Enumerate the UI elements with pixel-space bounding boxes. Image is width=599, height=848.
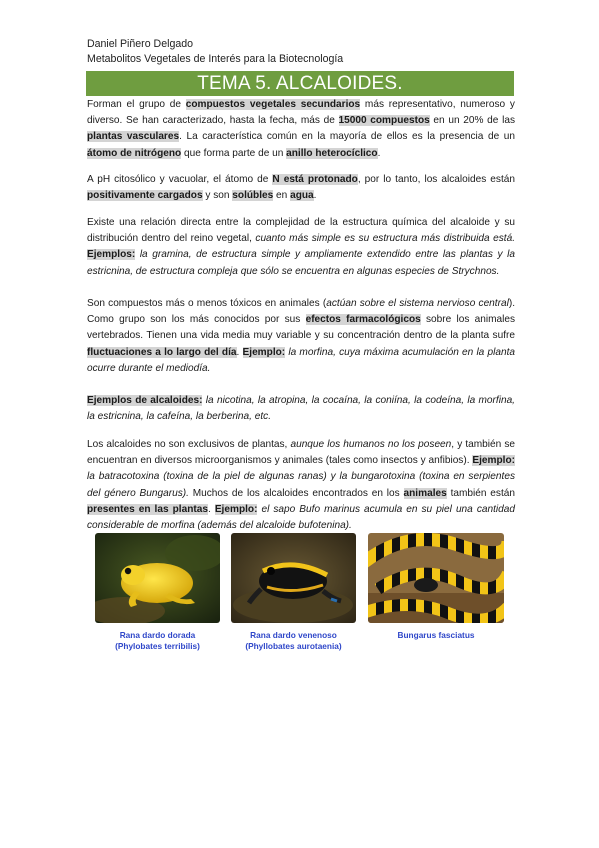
dart-frog-photo: [231, 533, 356, 623]
paragraph-structure: Existe una relación directa entre la complejidad de la estructura química del alcaloide y su distribución dentro del reino vegetal, cuanto más simple es su estructura más distribuida está. Ejemplos: la gramina, de estructura simple y ampliamente extendido entre las plantas y la estricnina, de estructura compleja que sólo se encuentra en algunas especies de Strychnos.: [87, 217, 515, 277]
paragraph-toxicity: Son compuestos más o menos tóxicos en animales (actúan sobre el sistema nervioso central). Como grupo son los más conocidos por sus efectos farmacológicos sobre los animales vertebrados. Tienen una vida media muy variable y su concentración dentro de la planta sufre fluctuaciones a lo largo del día. Ejemplo: la morfina, cuya máxima acumulación en la planta ocurre durante el mediodía.: [87, 298, 516, 374]
header-author: Daniel Piñero Delgado: [87, 38, 194, 50]
paragraph-ph: A pH citosólico y vacuolar, el átomo de N está protonado, por lo tanto, los alcaloides están positivamente cargados y son solúbles en agua.: [87, 174, 515, 202]
caption-dart-frog: Rana dardo venenoso (Phyllobates aurotaenia): [245, 630, 342, 651]
paragraph-examples: Ejemplos de alcaloides: la nicotina, la atropina, la cocaína, la coniína, la codeína, la morfina, la estricnina, la cafeína, la berberina, etc.: [87, 395, 515, 423]
krait-snake-photo: [368, 533, 504, 623]
caption-golden-frog: Rana dardo dorada (Phylobates terribilis): [115, 630, 200, 651]
page-title: TEMA 5. ALCALOIDES.: [86, 71, 514, 96]
header-subject: Metabolitos Vegetales de Interés para la Biotecnología: [87, 53, 344, 65]
paragraph-definition: Forman el grupo de compuestos vegetales secundarios más representativo, numeroso y diverso. Se han caracterizado, hasta la fecha, más de 15000 compuestos en un 20% de las plantas vasculares. La característica común en la mayoría de ellos es la presencia de un átomo de nitrógeno que forma parte de un anillo heterocíclico.: [87, 99, 515, 159]
golden-frog-photo: [95, 533, 220, 623]
paragraph-animals: Los alcaloides no son exclusivos de plantas, aunque los humanos no los poseen, y también se encuentran en diversos microorganismos y animales (tales como insectos y anfibios). Ejemplo: la batracotoxina (toxina de la piel de algunas ranas) y la bungarotoxina (toxina en serpientes del género Bungarus). Muchos de los alcaloides encontrados en los animales también están presentes en las plantas. Ejemplo: el sapo Bufo marinus acumula en su piel una cantidad considerable de morfina (además del alcaloide bufotenina).: [87, 439, 515, 532]
caption-krait: Bungarus fasciatus: [397, 630, 475, 640]
